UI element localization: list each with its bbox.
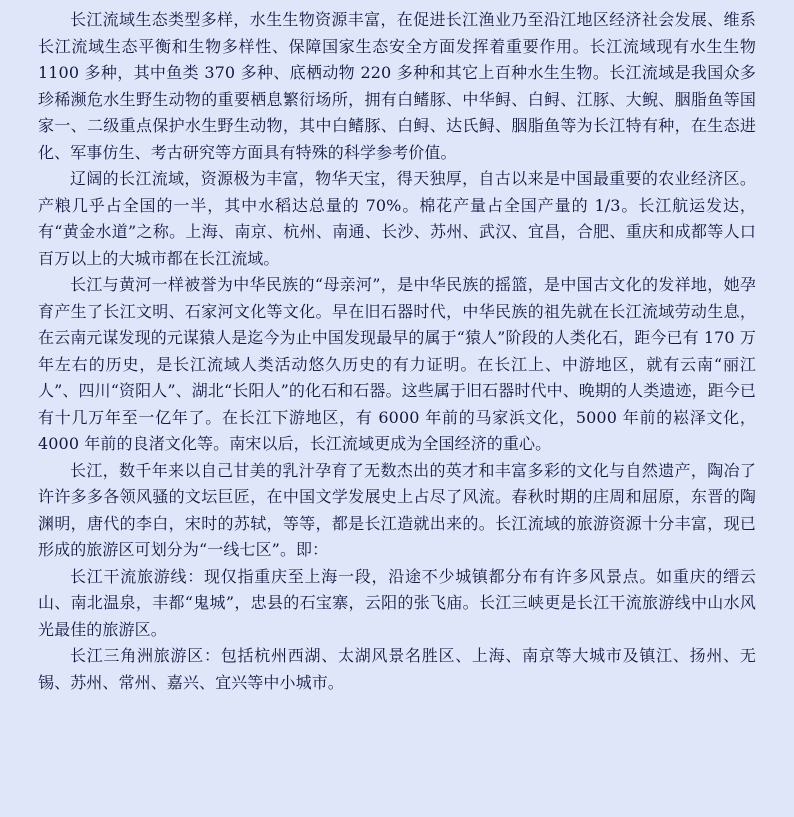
paragraph-delta-area: 长江三角洲旅游区：包括杭州西湖、太湖风景名胜区、上海、南京等大城市及镇江、扬州、无锡、苏州、常州、嘉兴、宜兴等中小城市。 xyxy=(38,646,756,692)
paragraph-resources: 辽阔的长江流域，资源极为丰富，物华天宝，得天独厚，自古以来是中国最重要的农业经济区。产粮几乎占全国的一半，其中水稻达总量的 70%。棉花产量占全国产量的 1/3。长江航运发达，有“黄金水道”之称。上海、南京、杭州、南通、长沙、苏州、武汉、宜昌，合肥、重庆和成都等人口百万以上的大城市都在长江流域。 xyxy=(38,169,756,268)
paragraph-culture: 长江，数千年来以自己甘美的乳汁孕育了无数杰出的英才和丰富多彩的文化与自然遗产，陶冶了许许多多各领风骚的文坛巨匠，在中国文学发展史上占尽了风流。春秋时期的庄周和屈原，东晋的陶渊明，唐代的李白，宋时的苏轼，等等，都是长江造就出来的。长江流域的旅游资源十分丰富，现已形成的旅游区可划分为“一线七区”。即： xyxy=(38,460,756,559)
paragraph-mainstream-route: 长江干流旅游线：现仅指重庆至上海一段，沿途不少城镇都分布有许多风景点。如重庆的缙云山、南北温泉，丰都“鬼城”，忠县的石宝寨，云阳的张飞庙。长江三峡更是长江干流旅游线中山水风光最佳的旅游区。 xyxy=(38,566,756,639)
paragraph-civilization: 长江与黄河一样被誉为中华民族的“母亲河”，是中华民族的摇篮，是中国古文化的发祥地，她孕育产生了长江文明、石家河文化等文化。早在旧石器时代，中华民族的祖先就在长江流域劳动生息，在云南元谋发现的元谋猿人是迄今为止中国发现最早的属于“猿人”阶段的人类化石，距今已有 170 万年左右的历史，是长江流域人类活动悠久历史的有力证明。在长江上、中游地区，就有云南“丽江人”、四川“资阳人”、湖北“长阳人”的化石和石器。这些属于旧石器时代中、晚期的人类遗迹，距今已有十几万年至一亿年了。在长江下游地区，有 6000 年前的马家浜文化，5000 年前的崧泽文化，4000 年前的良渚文化等。南宋以后，长江流域更成为全国经济的重心。 xyxy=(38,275,756,453)
paragraph-ecology: 长江流域生态类型多样，水生生物资源丰富，在促进长江渔业乃至沿江地区经济社会发展、维系长江流域生态平衡和生物多样性、保障国家生态安全方面发挥着重要作用。长江流域现有水生生物 1100 多种，其中鱼类 370 多种、底栖动物 220 多种和其它上百种水生生物。长江流域是我国众多珍稀濒危水生野生动物的重要栖息繁衍场所，拥有白鳍豚、中华鲟、白鲟、江豚、大鲵、胭脂鱼等国家一、二级重点保护水生野生动物，其中白鳍豚、白鲟、达氏鲟、胭脂鱼等为长江特有种，在生态进化、军事仿生、考古研究等方面具有特殊的科学参考价值。 xyxy=(38,10,756,162)
